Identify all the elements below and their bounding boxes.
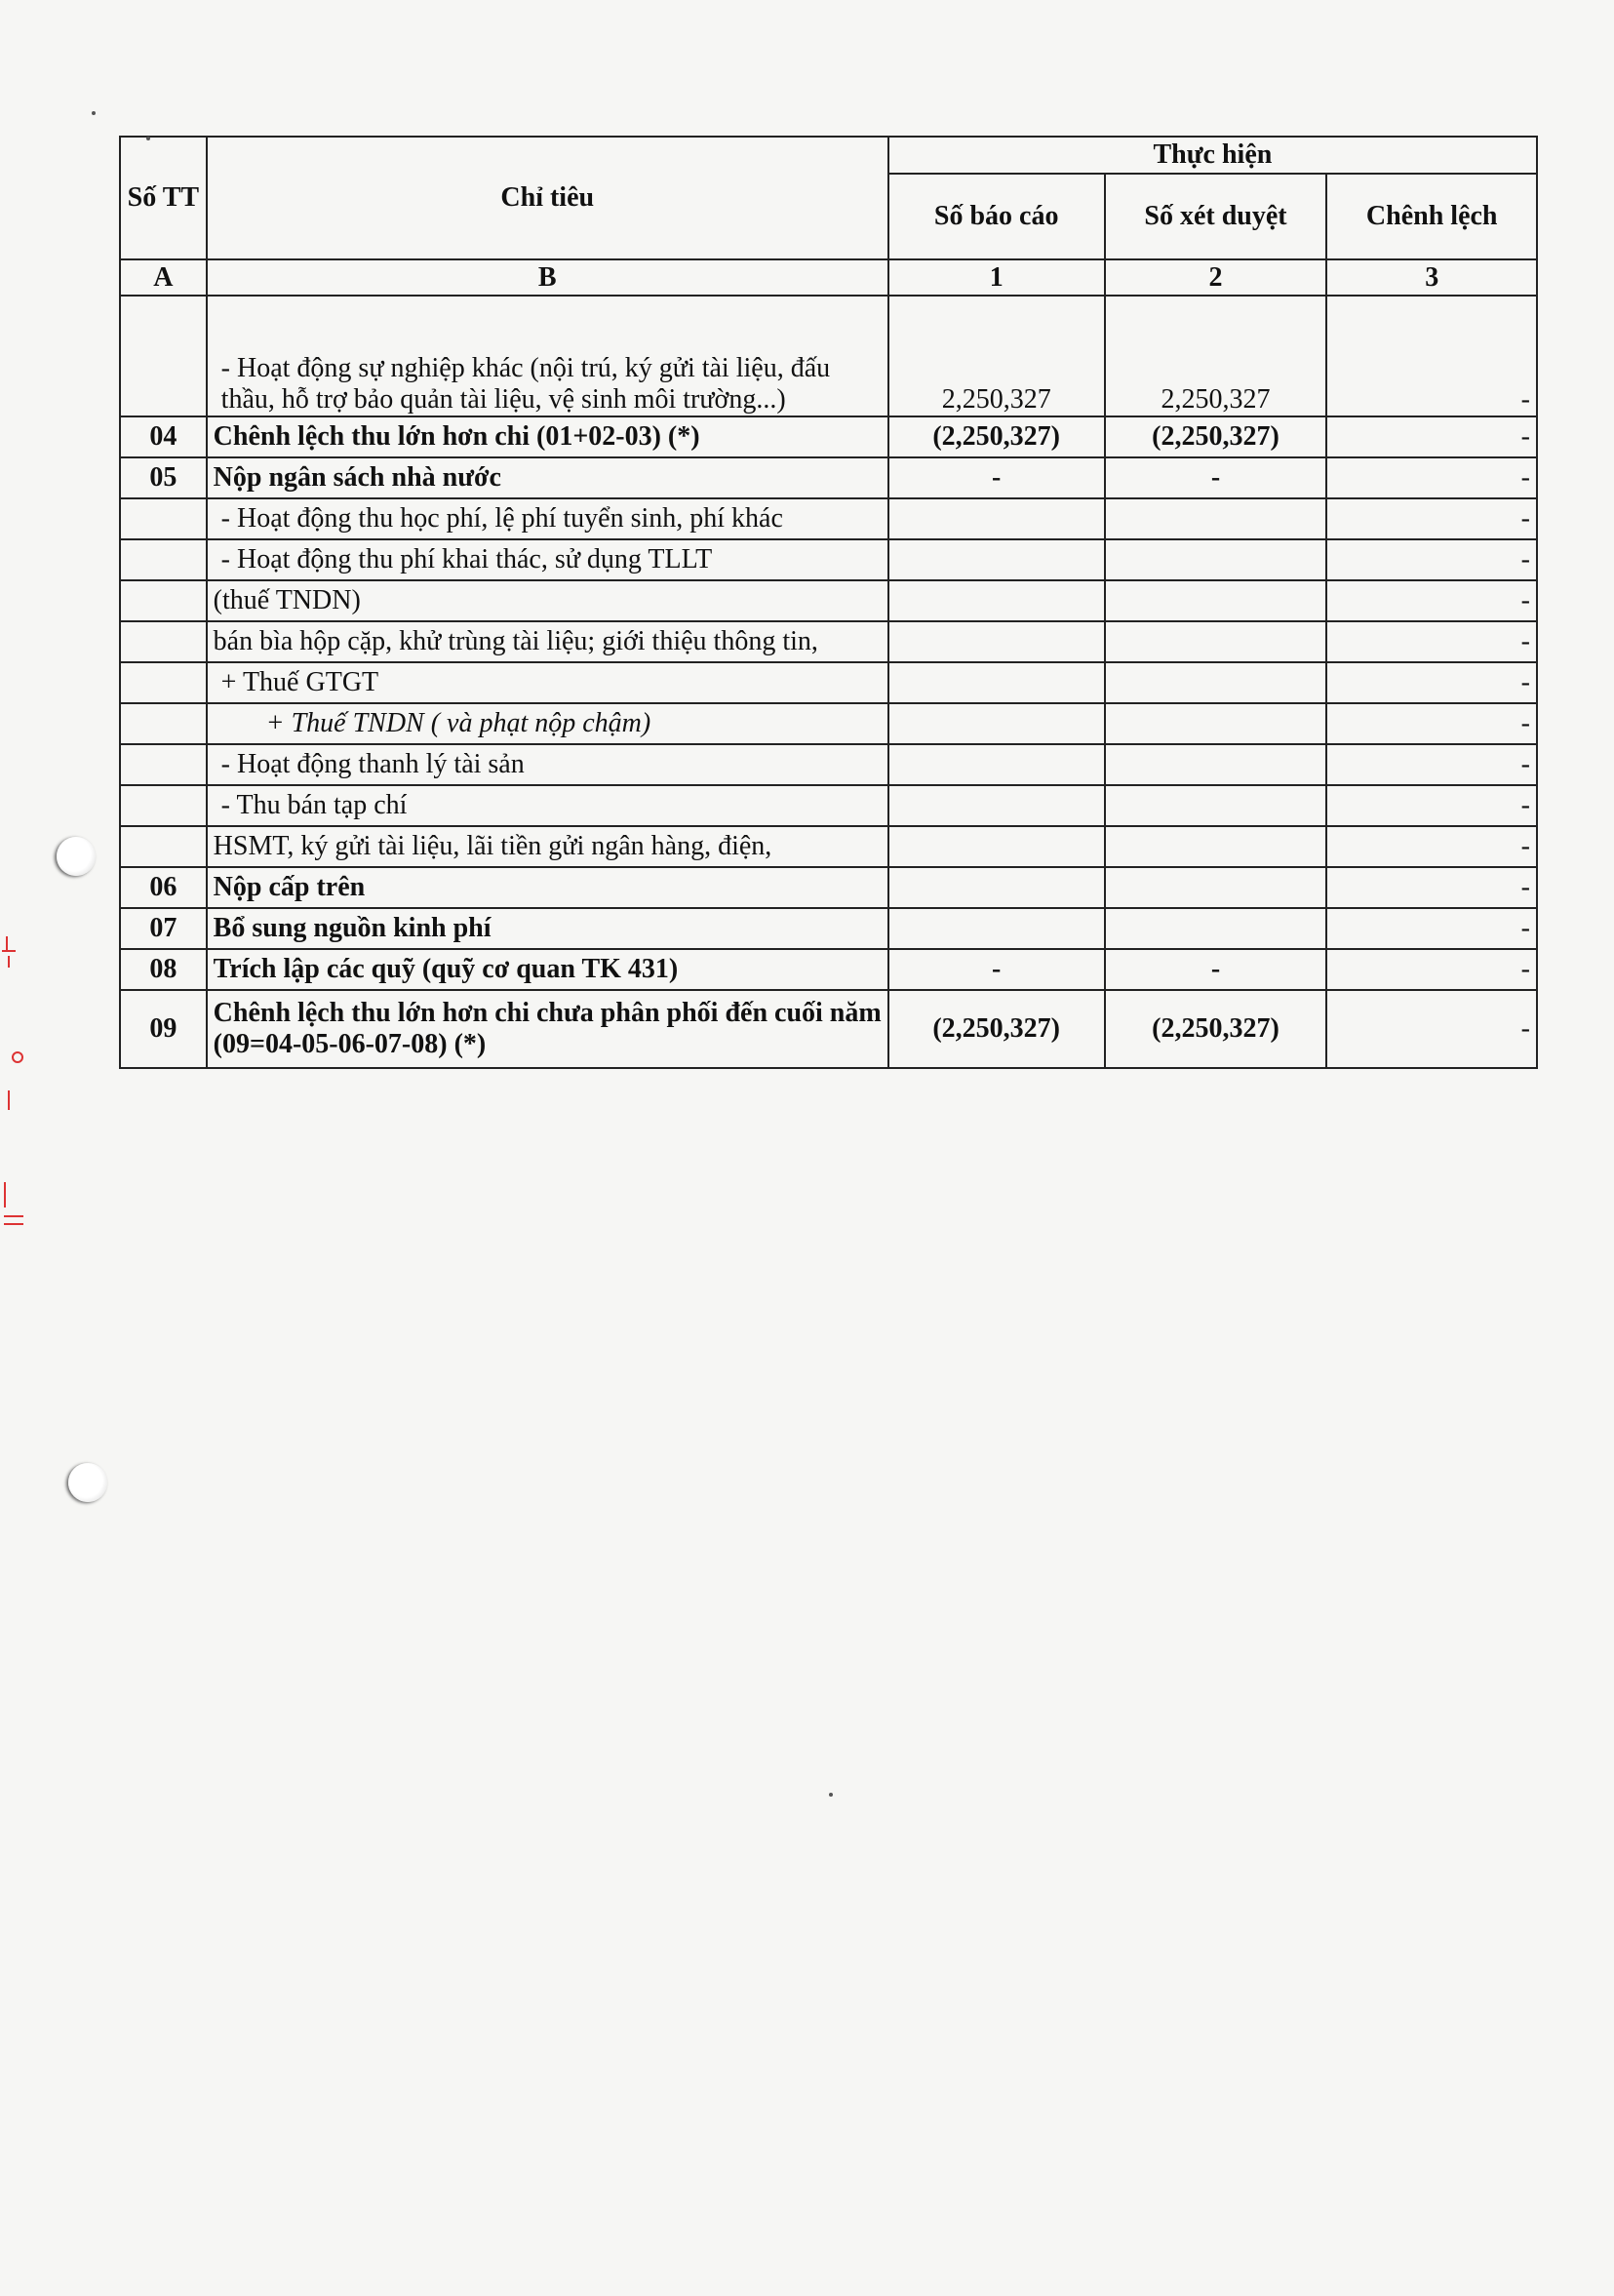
- row-value-difference: -: [1326, 621, 1537, 662]
- row-value-approved: -: [1105, 949, 1327, 990]
- row-value-approved: [1105, 662, 1327, 703]
- row-value-approved: [1105, 744, 1327, 785]
- row-value-reported: (2,250,327): [888, 416, 1105, 457]
- row-value-difference: -: [1326, 744, 1537, 785]
- table-row: [120, 990, 1537, 1068]
- row-value-reported: [888, 703, 1105, 744]
- row-number: [120, 826, 207, 867]
- row-value-approved: -: [1105, 457, 1327, 498]
- header-stt: Số TT: [120, 137, 207, 259]
- row-value-difference: -: [1326, 703, 1537, 744]
- header-chi-tieu: Chỉ tiêu: [207, 137, 888, 259]
- row-value-approved: [1105, 785, 1327, 826]
- scan-speck: [829, 1793, 833, 1797]
- row-value-approved: [1105, 539, 1327, 580]
- row-value-reported: [888, 744, 1105, 785]
- row-label: - Hoạt động thu học phí, lệ phí tuyển sinh, phí khác: [207, 498, 888, 539]
- row-value-difference: -: [1326, 949, 1537, 990]
- row-label: + Thuế TNDN ( và phạt nộp chậm): [207, 703, 888, 744]
- row-value-reported: [888, 662, 1105, 703]
- row-number: [120, 703, 207, 744]
- row-number: 09: [120, 990, 207, 1068]
- row-number: 07: [120, 908, 207, 949]
- column-code-a: A: [120, 259, 207, 296]
- row-value-difference: -: [1326, 457, 1537, 498]
- row-value-difference: -: [1326, 539, 1537, 580]
- row-value-difference: -: [1326, 662, 1537, 703]
- row-label: Nộp cấp trên: [207, 867, 888, 908]
- table-row: [120, 785, 1537, 826]
- row-value-difference: -: [1326, 296, 1537, 416]
- table-row: [120, 457, 1537, 498]
- table-row: [120, 662, 1537, 703]
- row-label: Bổ sung nguồn kinh phí: [207, 908, 888, 949]
- column-code-3: 3: [1326, 259, 1537, 296]
- row-label: HSMT, ký gửi tài liệu, lãi tiền gửi ngân hàng, điện,: [207, 826, 888, 867]
- row-label: (thuế TNDN): [207, 580, 888, 621]
- table-row: [120, 621, 1537, 662]
- table-row: [120, 867, 1537, 908]
- row-label: Chênh lệch thu lớn hơn chi (01+02-03) (*): [207, 416, 888, 457]
- table-row: [120, 703, 1537, 744]
- row-label: - Thu bán tạp chí: [207, 785, 888, 826]
- row-value-approved: [1105, 826, 1327, 867]
- header-thuc-hien: Thực hiện: [888, 137, 1537, 174]
- row-value-approved: 2,250,327: [1105, 296, 1327, 416]
- row-number: [120, 498, 207, 539]
- scan-speck: [146, 137, 150, 140]
- table-row: [120, 744, 1537, 785]
- table-row: [120, 908, 1537, 949]
- red-pen-marks: [2, 936, 27, 1248]
- row-number: [120, 662, 207, 703]
- row-number: [120, 785, 207, 826]
- table-row: [120, 498, 1537, 539]
- row-value-difference: -: [1326, 580, 1537, 621]
- row-number: [120, 744, 207, 785]
- table-row: [120, 826, 1537, 867]
- row-value-reported: -: [888, 457, 1105, 498]
- table-row: [120, 416, 1537, 457]
- row-value-reported: (2,250,327): [888, 990, 1105, 1068]
- row-number: 06: [120, 867, 207, 908]
- row-value-approved: [1105, 908, 1327, 949]
- table-row: [120, 539, 1537, 580]
- table-row: [120, 580, 1537, 621]
- column-code-2: 2: [1105, 259, 1327, 296]
- row-label: + Thuế GTGT: [207, 662, 888, 703]
- scan-speck: [92, 111, 96, 115]
- row-value-approved: (2,250,327): [1105, 416, 1327, 457]
- row-value-reported: [888, 621, 1105, 662]
- row-label: Nộp ngân sách nhà nước: [207, 457, 888, 498]
- row-value-reported: [888, 785, 1105, 826]
- row-label: - Hoạt động thu phí khai thác, sử dụng TLLT: [207, 539, 888, 580]
- row-value-difference: -: [1326, 867, 1537, 908]
- row-value-reported: [888, 867, 1105, 908]
- row-label: - Hoạt động sự nghiệp khác (nội trú, ký gửi tài liệu, đấu thầu, hỗ trợ bảo quản tài liệu, vệ sinh môi trường...): [207, 296, 888, 416]
- row-label: bán bìa hộp cặp, khử trùng tài liệu; giới thiệu thông tin,: [207, 621, 888, 662]
- row-value-approved: [1105, 867, 1327, 908]
- row-number: [120, 539, 207, 580]
- row-value-approved: [1105, 498, 1327, 539]
- row-label: Chênh lệch thu lớn hơn chi chưa phân phối đến cuối năm (09=04-05-06-07-08) (*): [207, 990, 888, 1068]
- row-number: 08: [120, 949, 207, 990]
- punch-hole-icon: [57, 837, 96, 876]
- settlement-table: [119, 136, 1538, 1069]
- row-value-reported: 2,250,327: [888, 296, 1105, 416]
- punch-hole-icon: [68, 1463, 107, 1502]
- row-value-reported: -: [888, 949, 1105, 990]
- row-value-reported: [888, 826, 1105, 867]
- column-code-b: B: [207, 259, 888, 296]
- table-row: [120, 296, 1537, 416]
- header-so-xet-duyet: Số xét duyệt: [1105, 174, 1327, 259]
- row-value-approved: (2,250,327): [1105, 990, 1327, 1068]
- row-value-difference: -: [1326, 826, 1537, 867]
- row-value-reported: [888, 498, 1105, 539]
- row-number: 05: [120, 457, 207, 498]
- row-value-difference: -: [1326, 908, 1537, 949]
- row-label: - Hoạt động thanh lý tài sản: [207, 744, 888, 785]
- row-number: [120, 580, 207, 621]
- table-row: [120, 949, 1537, 990]
- row-value-reported: [888, 580, 1105, 621]
- row-value-reported: [888, 539, 1105, 580]
- row-value-approved: [1105, 621, 1327, 662]
- column-code-1: 1: [888, 259, 1105, 296]
- row-number: 04: [120, 416, 207, 457]
- row-value-difference: -: [1326, 990, 1537, 1068]
- row-number: [120, 621, 207, 662]
- row-value-difference: -: [1326, 498, 1537, 539]
- row-value-reported: [888, 908, 1105, 949]
- header-so-bao-cao: Số báo cáo: [888, 174, 1105, 259]
- row-number: [120, 296, 207, 416]
- row-value-difference: -: [1326, 785, 1537, 826]
- row-value-approved: [1105, 703, 1327, 744]
- row-value-approved: [1105, 580, 1327, 621]
- row-value-difference: -: [1326, 416, 1537, 457]
- header-chenh-lech: Chênh lệch: [1326, 174, 1537, 259]
- row-label: Trích lập các quỹ (quỹ cơ quan TK 431): [207, 949, 888, 990]
